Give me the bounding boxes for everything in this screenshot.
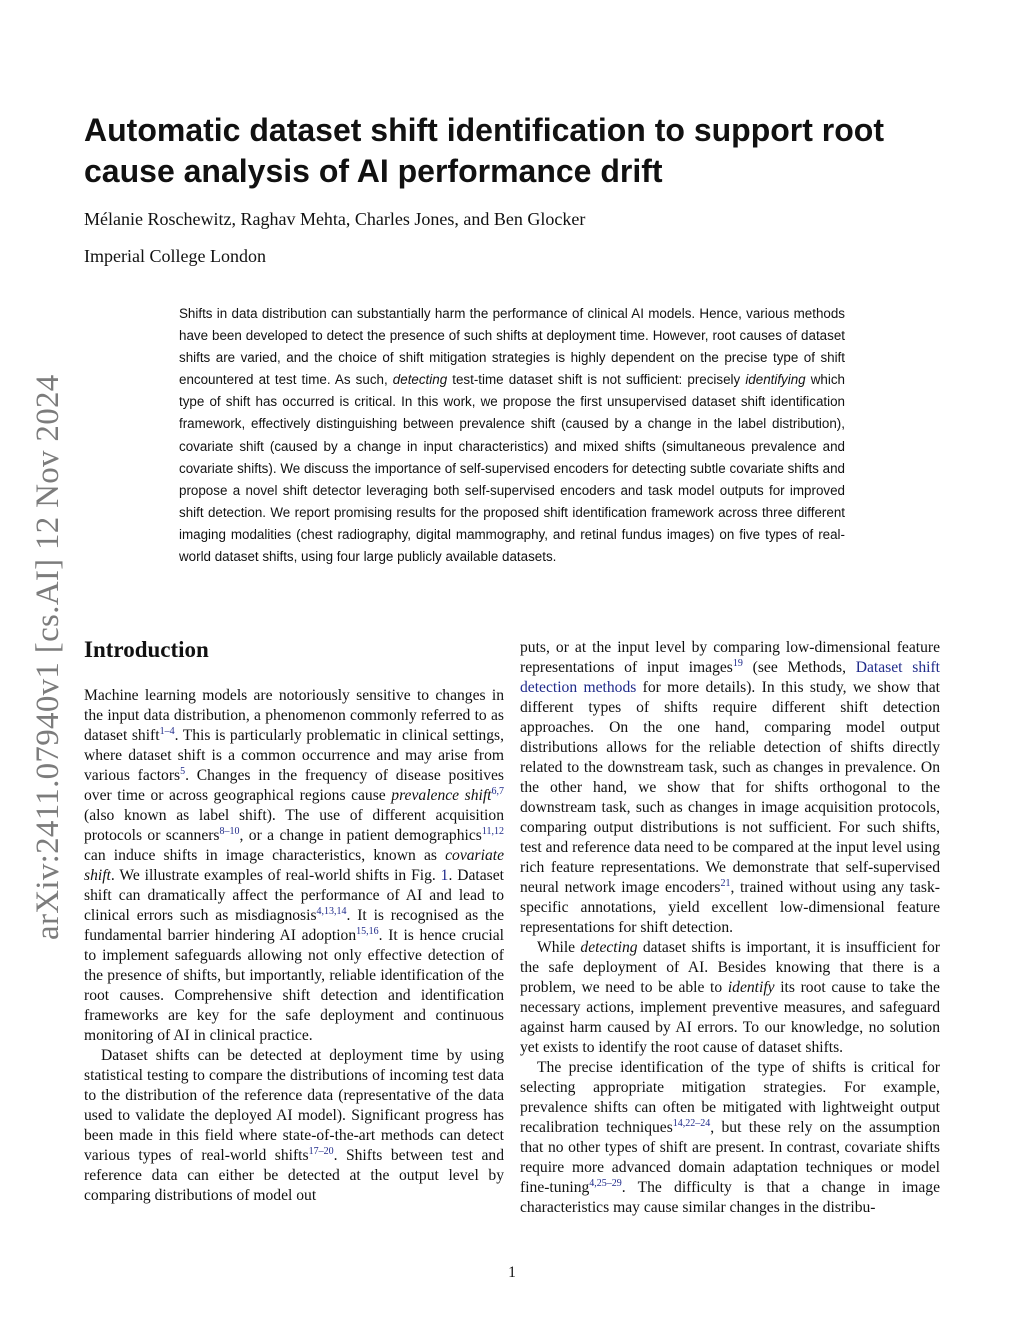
- term-emphasis: detecting: [580, 939, 638, 956]
- intro-paragraph-4: [520, 1058, 940, 1218]
- citation-link[interactable]: 4,13,14: [316, 905, 347, 917]
- body-text: The precise identification of the type of shifts is critical for selecting appropriate mitigation strategies. For example, prevalence shifts can often be mitigated with lightweight output recalibration techniques: [520, 1059, 940, 1136]
- citation-link[interactable]: 1–4: [159, 725, 175, 737]
- body-text: . We illustrate examples of real-world shifts in Fig.: [110, 867, 441, 884]
- body-text: . Dataset shift can dramatically affect the performance of AI and lead to clinical errors such as misdiagnosis: [84, 867, 504, 924]
- citation-link[interactable]: 14,22–24: [672, 1117, 711, 1129]
- citation-link[interactable]: 15,16: [356, 925, 379, 937]
- citation-link[interactable]: 5: [180, 765, 186, 777]
- intro-paragraph-1: [84, 686, 504, 1046]
- figure-link[interactable]: 1: [440, 867, 449, 884]
- section-link[interactable]: Dataset shift detection methods: [520, 659, 940, 696]
- body-text: . This is particularly problematic in clinical settings, where dataset shift is a common occurrence and may arise from various factors: [84, 727, 504, 784]
- body-text: (also known as label shift). The use of different acquisition protocols or scanners: [84, 807, 504, 844]
- section-heading-introduction: Introduction: [84, 637, 209, 662]
- body-text: for more details). In this study, we show that different types of shifts require different shift detection approaches. On the one hand, comparing model output distributions allows for the reliable detection of shifts directly related to the downstream task, such as changes in prevalence. On the other hand, we show that for shifts orthogonal to the downstream task, such as changes in image acquisition protocols, comparing output distributions is not sufficient. For such shifts, test and reference data need to be compared at the input level using rich feature representations. We demonstrate that self-supervised neural network image encoders: [520, 679, 940, 896]
- citation-link[interactable]: 19: [732, 657, 743, 669]
- body-text: , but these rely on the assumption that no other types of shift are present. In contrast, covariate shifts require more advanced domain adaptation techniques or model fine-tuning: [520, 1119, 940, 1196]
- paper-title: Automatic dataset shift identification to support root cause analysis of AI performance drift: [84, 112, 884, 189]
- citation-link[interactable]: 6,7: [491, 785, 504, 797]
- body-text: its root cause to take the necessary actions, implement preventive measures, and safeguard against harm caused by AI errors. To our knowledge, no solution yet exists to identify the root cause of dataset shifts.: [520, 979, 940, 1056]
- right-column: [520, 638, 940, 1218]
- intro-paragraph-2: [84, 1046, 504, 1206]
- body-text: , trained without using any task-specific annotations, yield excellent low-dimensional feature representations for shift detection.: [520, 879, 940, 936]
- citation-link[interactable]: 4,25–29: [589, 1177, 622, 1189]
- affiliation: Imperial College London: [84, 246, 266, 266]
- intro-paragraph-3: [520, 938, 940, 1058]
- abstract-text: test-time dataset shift is not sufficient: precisely: [447, 372, 746, 388]
- body-text: puts, or at the input level by comparing low-dimensional feature representations of input images: [520, 639, 940, 676]
- body-text: dataset shifts is important, it is insufficient for the safe deployment of AI. Besides knowing that there is a problem, we need to be able to: [520, 939, 940, 996]
- citation-link[interactable]: 11,12: [481, 825, 504, 837]
- term-emphasis: prevalence shift: [391, 787, 492, 804]
- left-column: [84, 636, 504, 1206]
- body-text: (see Methods,: [742, 659, 856, 676]
- body-text: . The difficulty is that a change in image characteristics may cause similar changes in the distribu-: [520, 1179, 940, 1216]
- arxiv-identifier: arXiv:2411.07940v1 [cs.AI] 12 Nov 2024: [30, 374, 66, 940]
- abstract: [179, 303, 845, 568]
- body-text: . Changes in the frequency of disease positives over time or across geographical regions cause: [84, 767, 504, 804]
- body-text: While: [537, 939, 581, 956]
- page-number: 1: [508, 1264, 516, 1281]
- body-text: . It is recognised as the fundamental barrier hindering AI adoption: [84, 907, 504, 944]
- abstract-emphasis: detecting: [392, 372, 448, 388]
- citation-link[interactable]: 21: [720, 877, 731, 889]
- citation-link[interactable]: 17–20: [308, 1145, 334, 1157]
- body-text: Machine learning models are notoriously sensitive to changes in the input data distribution, a phenomenon commonly referred to as dataset shift: [84, 687, 504, 744]
- term-emphasis: identify: [727, 979, 775, 996]
- body-text: can induce shifts in image characteristics, known as: [84, 847, 446, 864]
- author-list: Mélanie Roschewitz, Raghav Mehta, Charles Jones, and Ben Glocker: [84, 209, 586, 229]
- body-text: Dataset shifts can be detected at deployment time by using statistical testing to compare the distributions of incoming test data to the distribution of the reference data (representative of the data used to validate the deployed AI model). Significant progress has been made in this field where state-of-the-art methods can detect various types of real-world shifts: [84, 1047, 504, 1164]
- intro-paragraph-2-continued: [520, 638, 940, 938]
- body-text: . Shifts between test and reference data can either be detected at the output level by comparing distributions of model out: [84, 1147, 504, 1204]
- abstract-emphasis: identifying: [745, 372, 806, 388]
- body-text: . It is hence crucial to implement safeguards allowing not only effective detection of the presence of shifts, but importantly, reliable identification of the root causes. Comprehensive shift detection and identification frameworks are key for the safe deployment and continuous monitoring of AI in clinical practice.: [84, 927, 504, 1044]
- term-emphasis: covariate shift: [84, 847, 504, 884]
- abstract-text: which type of shift has occurred is critical. In this work, we propose the first unsupervised dataset shift identification framework, effectively distinguishing between prevalence shift (caused by a change in the label distribution), covariate shift (caused by a change in input characteristics) and mixed shifts (simultaneous prevalence and covariate shifts). We discuss the importance of self-supervised encoders for detecting subtle covariate shifts and propose a novel shift detector leveraging both self-supervised encoders and task model outputs for improved shift detection. We report promising results for the proposed shift identification framework across three different imaging modalities (chest radiography, digital mammography, and retinal fundus images) on five types of real-world dataset shifts, using four large publicly available datasets.: [179, 372, 845, 565]
- citation-link[interactable]: 8–10: [219, 825, 240, 837]
- body-text: , or a change in patient demographics: [239, 827, 482, 844]
- abstract-text: Shifts in data distribution can substantially harm the performance of clinical AI models. Hence, various methods have been developed to detect the presence of such shifts at deployment time. However, root causes of dataset shifts are varied, and the choice of shift mitigation strategies is highly dependent on the precise type of shift encountered at test time. As such,: [179, 306, 845, 388]
